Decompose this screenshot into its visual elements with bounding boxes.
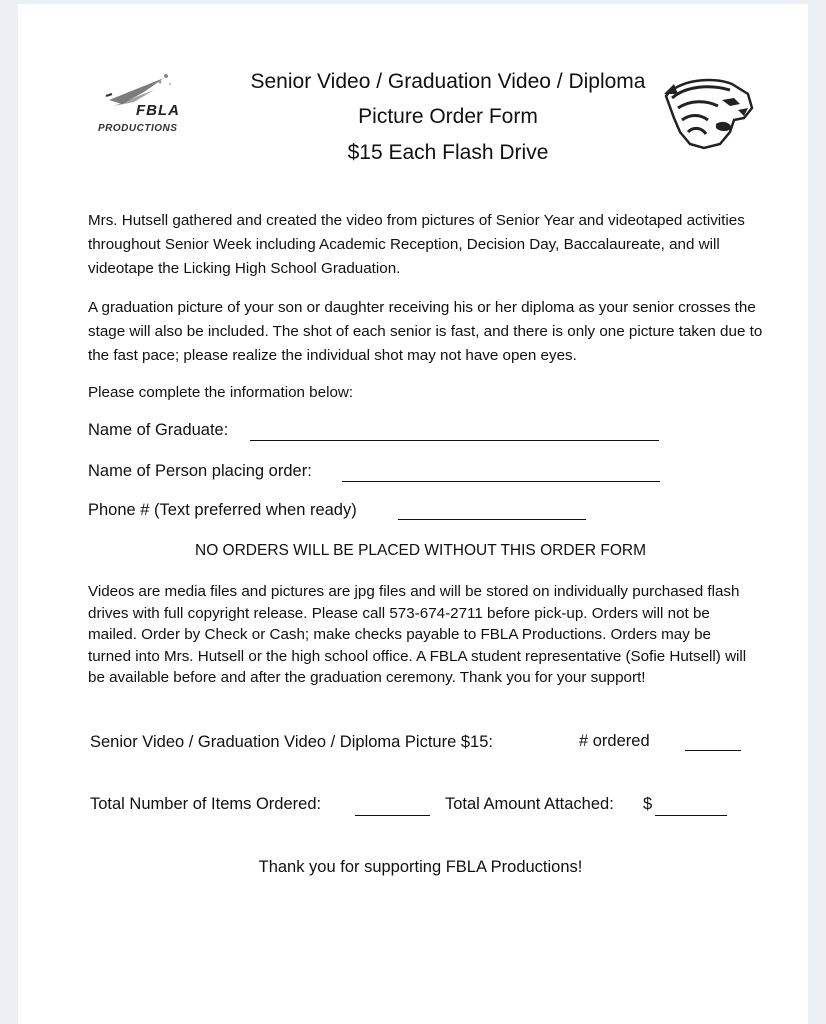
title-line-1: Senior Video / Graduation Video / Diploma (250, 70, 646, 93)
thank-you-footer: Thank you for supporting FBLA Productions! (258, 858, 583, 876)
orderer-name-label: Name of Person placing order: (88, 462, 312, 480)
logo-productions-text: PRODUCTIONS (98, 123, 178, 134)
logo-fbla-text: FBLA (136, 102, 180, 119)
title-line-3: $15 Each Flash Drive (347, 141, 549, 164)
intro-paragraph-2: A graduation picture of your son or daughter receiving his or her diploma as your senior crosses the stage will also be included. The shot of each senior is fast, and there is only one picture taken due to the fast pace; please realize the individual shot may not have open eyes. (88, 299, 763, 364)
dollar-sign: $ (643, 795, 653, 813)
total-items-label: Total Number of Items Ordered: (90, 795, 322, 813)
order-form-page (18, 4, 808, 1024)
total-amount-field[interactable] (655, 815, 727, 816)
title-line-2: Picture Order Form (358, 105, 538, 128)
wildcat-mascot-logo (660, 74, 756, 154)
no-orders-notice: NO ORDERS WILL BE PLACED WITHOUT THIS ORDER FORM (195, 542, 646, 559)
ordered-count-label: # ordered (579, 732, 650, 750)
order-item-label: Senior Video / Graduation Video / Diploma Picture $15: (90, 733, 493, 751)
phone-field[interactable] (398, 519, 586, 520)
total-amount-label: Total Amount Attached: (445, 795, 614, 813)
fbla-productions-logo (98, 64, 208, 154)
details-paragraph: Videos are media files and pictures are jpg files and will be stored on individually purchased flash drives with full copyright release. Please call 573-674-2711 before pick-up. Orders will not be mailed. Order by Check or Cash; make checks payable to FBLA Productions. Orders may be turned into Mrs. Hutsell or the high school office. A FBLA student representative (Sofie Hutsell) will be available before and after the graduation ceremony. Thank you for your support! (88, 583, 747, 686)
intro-paragraph-1: Mrs. Hutsell gathered and created the video from pictures of Senior Year and videotaped activities throughout Senior Week including Academic Reception, Decision Day, Baccalaureate, and will videotape the Licking High School Graduation. (88, 212, 745, 277)
phone-label: Phone # (Text preferred when ready) (88, 501, 357, 519)
wildcat-head-icon (660, 74, 756, 154)
graduate-name-field[interactable] (250, 440, 659, 441)
orderer-name-field[interactable] (342, 481, 660, 482)
instruction-text: Please complete the information below: (88, 384, 354, 401)
total-items-field[interactable] (355, 815, 430, 816)
graduate-name-label: Name of Graduate: (88, 421, 229, 439)
ordered-count-field[interactable] (685, 750, 741, 751)
